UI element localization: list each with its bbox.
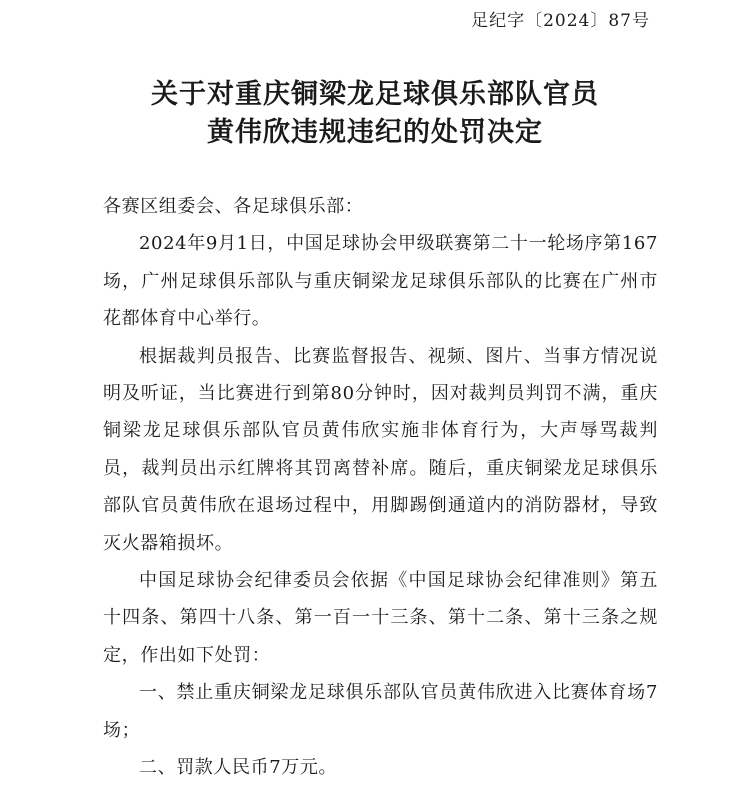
- paragraph-incident: 根据裁判员报告、比赛监督报告、视频、图片、当事方情况说明及听证，当比赛进行到第80分钟时，因对裁判员判罚不满，重庆铜梁龙足球俱乐部队官员黄伟欣实施非体育行为，大声辱骂裁判员，裁判员出示红牌将其罚离替补席。随后，重庆铜梁龙足球俱乐部队官员黄伟欣在退场过程中，用脚踢倒通道内的消防器材，导致灭火器箱损坏。: [103, 345, 658, 554]
- document-body: [103, 188, 658, 787]
- paragraph-legal-basis: 中国足球协会纪律委员会依据《中国足球协会纪律准则》第五十四条、第四十八条、第一百一十三条、第十二条、第十三条之规定，作出如下处罚：: [103, 570, 658, 666]
- title-line-1: 关于对重庆铜梁龙足球俱乐部队官员: [151, 79, 599, 110]
- salutation: 各赛区组委会、各足球俱乐部：: [103, 196, 364, 217]
- document-title: [0, 76, 750, 152]
- title-line-2: 黄伟欣违规违纪的处罚决定: [207, 117, 543, 148]
- penalty-item-2: 二、罚款人民币7万元。: [139, 757, 338, 779]
- paragraph-match-info: 2024年9月1日，中国足球协会甲级联赛第二十一轮场序第167场，广州足球俱乐部队与重庆铜梁龙足球俱乐部队的比赛在广州市花都体育中心举行。: [103, 233, 658, 330]
- document-number: 足纪字〔2024〕87号: [471, 11, 650, 31]
- penalty-item-1: 一、禁止重庆铜梁龙足球俱乐部队官员黄伟欣进入比赛体育场7场；: [103, 682, 658, 741]
